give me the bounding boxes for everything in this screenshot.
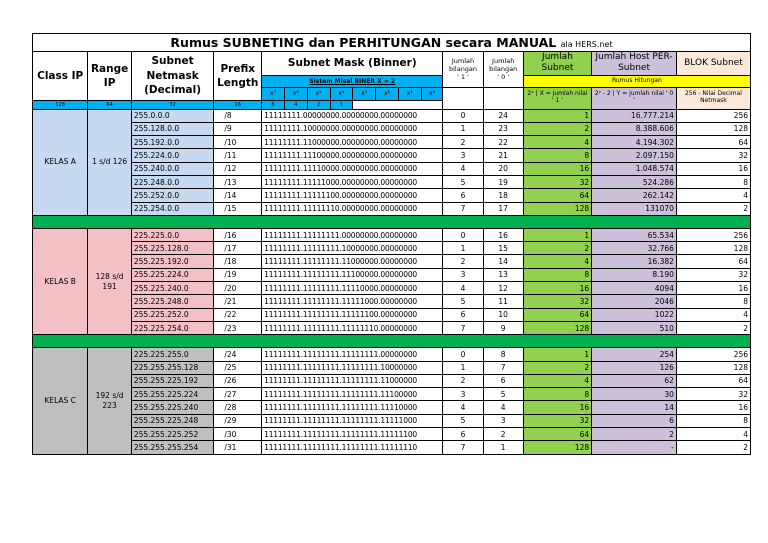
host-count-cell: 510 — [592, 321, 677, 334]
netmask-cell: 255.192.0.0 — [131, 136, 214, 149]
header-jumlah-0-blank — [483, 87, 523, 109]
netmask-cell: 225.255.255.128 — [131, 361, 214, 374]
zeros-count-cell: 12 — [483, 282, 523, 295]
zeros-count-cell: 7 — [483, 361, 523, 374]
netmask-cell: 255.225.252.0 — [131, 308, 214, 321]
ones-count-cell: 2 — [443, 374, 483, 387]
table-row — [33, 255, 751, 268]
ones-count-cell: 5 — [443, 414, 483, 427]
subnet-count-cell: 2 — [523, 242, 591, 255]
blok-cell: 128 — [676, 122, 750, 135]
prefix-cell: /30 — [214, 428, 262, 441]
prefix-cell: /27 — [214, 388, 262, 401]
host-count-cell: 2046 — [592, 295, 677, 308]
zeros-count-cell: 1 — [483, 441, 523, 454]
zeros-count-cell: 14 — [483, 255, 523, 268]
host-count-cell: 16.382 — [592, 255, 677, 268]
blok-cell: 256 — [676, 109, 750, 122]
subnet-count-cell: 32 — [523, 175, 591, 188]
zeros-count-cell: 22 — [483, 136, 523, 149]
subnet-count-cell: 8 — [523, 388, 591, 401]
prefix-cell: /13 — [214, 175, 262, 188]
sistem-misal-label: Sistem Misal BINER — [309, 77, 375, 85]
zeros-count-cell: 18 — [483, 189, 523, 202]
binary-cell: 11111111.11111111.11111111.11110000 — [262, 401, 443, 414]
host-count-cell: 32.766 — [592, 242, 677, 255]
zeros-count-cell: 17 — [483, 202, 523, 215]
table-row — [33, 388, 751, 401]
host-count-cell: 126 — [592, 361, 677, 374]
header-range-ip: Range IP — [88, 52, 131, 101]
zeros-count-cell: 10 — [483, 308, 523, 321]
binary-cell: 11111111.10000000.00000000.00000000 — [262, 122, 443, 135]
ones-count-cell: 7 — [443, 441, 483, 454]
bit-value-4: 4 — [284, 100, 307, 109]
binary-cell: 11111111.11111111.11110000.00000000 — [262, 282, 443, 295]
bit-value-2: 2 — [307, 100, 330, 109]
header-subnet-netmask: Subnet Netmask (Decimal) — [131, 52, 214, 101]
binary-cell: 11111111.11111110.00000000.00000000 — [262, 202, 443, 215]
header-jumlah-1-blank — [443, 87, 483, 109]
ones-count-cell: 4 — [443, 162, 483, 175]
prefix-cell: /9 — [214, 122, 262, 135]
prefix-cell: /26 — [214, 374, 262, 387]
zeros-count-cell: 6 — [483, 374, 523, 387]
zeros-count-cell: 9 — [483, 321, 523, 334]
netmask-cell: 225.225.254.0 — [131, 321, 214, 334]
netmask-cell: 255.255.225.252 — [131, 428, 214, 441]
header-prefix-length: Prefix Length — [214, 52, 262, 101]
binary-cell: 11111111.11111111.11111111.11111100 — [262, 428, 443, 441]
prefix-cell: /29 — [214, 414, 262, 427]
title-suffix: ala HERS.net — [560, 40, 613, 49]
zeros-count-cell: 19 — [483, 175, 523, 188]
ones-count-cell: 4 — [443, 401, 483, 414]
binary-cell: 11111111.11111111.11000000.00000000 — [262, 255, 443, 268]
host-count-cell: 14 — [592, 401, 677, 414]
ones-count-cell: 0 — [443, 228, 483, 241]
table-row — [33, 374, 751, 387]
subnet-count-cell: 1 — [523, 109, 591, 122]
blok-cell: 8 — [676, 414, 750, 427]
subnet-count-cell: 64 — [523, 308, 591, 321]
table-row — [33, 175, 751, 188]
binary-cell: 11111111.11111111.11111111.00000000 — [262, 348, 443, 361]
host-count-cell: 65.534 — [592, 228, 677, 241]
table-row — [33, 228, 751, 241]
power-x7: x⁷ — [262, 87, 285, 100]
header-subnet-mask-binner: Subnet Mask (Binner) — [262, 52, 443, 76]
blok-cell: 16 — [676, 401, 750, 414]
power-x1: x¹ — [398, 87, 421, 100]
zeros-count-cell: 20 — [483, 162, 523, 175]
subnet-count-cell: 2 — [523, 361, 591, 374]
subnet-count-cell: 1 — [523, 348, 591, 361]
prefix-cell: /20 — [214, 282, 262, 295]
table-row — [33, 268, 751, 281]
ones-count-cell: 5 — [443, 175, 483, 188]
header-jumlah-1-label: Jumlah bilangan — [448, 57, 478, 74]
binary-cell: 11111111.11110000.00000000.00000000 — [262, 162, 443, 175]
prefix-cell: /18 — [214, 255, 262, 268]
subnet-count-cell: 128 — [523, 202, 591, 215]
header-jumlah-subnet: Jumlah Subnet — [523, 52, 591, 76]
host-count-cell: 1.048.574 — [592, 162, 677, 175]
table-row — [33, 109, 751, 122]
host-count-cell: 8.190 — [592, 268, 677, 281]
blok-cell: 32 — [676, 268, 750, 281]
host-count-cell: 8.388.606 — [592, 122, 677, 135]
ones-count-cell: 7 — [443, 321, 483, 334]
class-range: 128 s/d 191 — [88, 228, 131, 334]
ones-count-cell: 1 — [443, 122, 483, 135]
subnet-count-cell: 64 — [523, 189, 591, 202]
host-count-cell: 4094 — [592, 282, 677, 295]
table-row — [33, 149, 751, 162]
zeros-count-cell: 24 — [483, 109, 523, 122]
subnet-count-cell: 16 — [523, 282, 591, 295]
netmask-cell: 255.225.248.0 — [131, 295, 214, 308]
zeros-count-cell: 15 — [483, 242, 523, 255]
class-range: 1 s/d 126 — [88, 109, 131, 215]
host-count-cell: 6 — [592, 414, 677, 427]
binary-cell: 11111111.11111111.11111111.11111000 — [262, 414, 443, 427]
ones-count-cell: 3 — [443, 149, 483, 162]
netmask-cell: 255.255.225.240 — [131, 401, 214, 414]
subnet-count-cell: 16 — [523, 162, 591, 175]
host-count-cell: - — [592, 441, 677, 454]
zeros-count-cell: 13 — [483, 268, 523, 281]
table-row — [33, 361, 751, 374]
blok-cell: 4 — [676, 189, 750, 202]
header-rumus-hitungan: Rumus Hitungan — [523, 75, 750, 87]
ones-count-cell: 6 — [443, 189, 483, 202]
netmask-cell: 255.225.128.0 — [131, 242, 214, 255]
prefix-cell: /21 — [214, 295, 262, 308]
table-row — [33, 242, 751, 255]
bit-value-128: 128 — [33, 100, 88, 109]
netmask-cell: 255.255.255.254 — [131, 441, 214, 454]
subnet-count-cell: 2 — [523, 122, 591, 135]
prefix-cell: /31 — [214, 441, 262, 454]
table-row — [33, 348, 751, 361]
class-range: 192 s/d 223 — [88, 348, 131, 454]
class-separator — [33, 215, 751, 228]
blok-cell: 32 — [676, 149, 750, 162]
host-count-cell: 1022 — [592, 308, 677, 321]
prefix-cell: /23 — [214, 321, 262, 334]
binary-cell: 11111111.11111000.00000000.00000000 — [262, 175, 443, 188]
power-x2: x² — [376, 87, 399, 100]
blok-cell: 8 — [676, 175, 750, 188]
netmask-cell: 255.255.225.192 — [131, 374, 214, 387]
blok-cell: 4 — [676, 308, 750, 321]
netmask-cell: 255.255.225.224 — [131, 388, 214, 401]
header-jumlah-0-label: Jumlah bilangan — [489, 57, 518, 74]
host-count-cell: 524.286 — [592, 175, 677, 188]
host-count-cell: 4.194.302 — [592, 136, 677, 149]
table-row — [33, 202, 751, 215]
binary-cell: 11111111.11111111.11111111.10000000 — [262, 361, 443, 374]
blok-cell: 16 — [676, 162, 750, 175]
netmask-cell: 255.128.0.0 — [131, 122, 214, 135]
netmask-cell: 255.225.224.0 — [131, 268, 214, 281]
zeros-count-cell: 3 — [483, 414, 523, 427]
header-rumus-subnet: 2ˣ | X = jumlah nilai ' 1 ' — [523, 87, 591, 109]
power-x6: x⁶ — [284, 87, 307, 100]
blok-cell: 64 — [676, 136, 750, 149]
netmask-cell: 255.225.192.0 — [131, 255, 214, 268]
subnet-count-cell: 128 — [523, 321, 591, 334]
header-rumus-blok: 256 - Nilai Decimal Netmask — [676, 87, 750, 109]
host-count-cell: 2 — [592, 428, 677, 441]
prefix-cell: /25 — [214, 361, 262, 374]
blok-cell: 32 — [676, 388, 750, 401]
ones-count-cell: 4 — [443, 282, 483, 295]
binary-cell: 11111111.11111111.11111110.00000000 — [262, 321, 443, 334]
ones-count-cell: 1 — [443, 242, 483, 255]
blok-cell: 128 — [676, 242, 750, 255]
subnet-count-cell: 32 — [523, 414, 591, 427]
table-row — [33, 189, 751, 202]
blok-cell: 64 — [676, 374, 750, 387]
host-count-cell: 131070 — [592, 202, 677, 215]
prefix-cell: /15 — [214, 202, 262, 215]
zeros-count-cell: 21 — [483, 149, 523, 162]
bit-value-1: 1 — [330, 100, 353, 109]
host-count-cell: 254 — [592, 348, 677, 361]
zeros-count-cell: 2 — [483, 428, 523, 441]
blok-cell: 256 — [676, 228, 750, 241]
ones-count-cell: 1 — [443, 361, 483, 374]
prefix-cell: /8 — [214, 109, 262, 122]
subnet-count-cell: 8 — [523, 268, 591, 281]
ones-count-cell: 7 — [443, 202, 483, 215]
ones-count-cell: 6 — [443, 308, 483, 321]
subnet-count-cell: 64 — [523, 428, 591, 441]
blok-cell: 2 — [676, 202, 750, 215]
power-x3: x³ — [353, 87, 376, 100]
class-name: KELAS C — [33, 348, 88, 454]
header-jumlah-0-value: ' 0 ' — [497, 73, 510, 82]
header-jumlah-1-value: ' 1 ' — [457, 73, 469, 82]
bit-value-64: 64 — [88, 100, 131, 109]
bit-value-32: 32 — [131, 100, 214, 109]
zeros-count-cell: 8 — [483, 348, 523, 361]
blok-cell: 4 — [676, 428, 750, 441]
subnet-count-cell: 32 — [523, 295, 591, 308]
host-count-cell: 16.777.214 — [592, 109, 677, 122]
prefix-cell: /16 — [214, 228, 262, 241]
subnet-count-cell: 1 — [523, 228, 591, 241]
separator-bar — [33, 215, 751, 228]
host-count-cell: 262.142 — [592, 189, 677, 202]
power-x5: x⁵ — [307, 87, 330, 100]
header-jumlah-0 — [483, 52, 523, 88]
zeros-count-cell: 23 — [483, 122, 523, 135]
prefix-cell: /14 — [214, 189, 262, 202]
prefix-cell: /11 — [214, 149, 262, 162]
netmask-cell: 225.225.0.0 — [131, 228, 214, 241]
table-row — [33, 321, 751, 334]
ones-count-cell: 0 — [443, 109, 483, 122]
netmask-cell: 225.254.0.0 — [131, 202, 214, 215]
header-jumlah-host: Jumlah Host PER-Subnet — [592, 52, 677, 76]
ones-count-cell: 3 — [443, 388, 483, 401]
table-row — [33, 401, 751, 414]
prefix-cell: /10 — [214, 136, 262, 149]
blok-cell: 16 — [676, 282, 750, 295]
netmask-cell: 255.225.240.0 — [131, 282, 214, 295]
prefix-cell: /28 — [214, 401, 262, 414]
table-row — [33, 428, 751, 441]
table-row — [33, 162, 751, 175]
table-row — [33, 282, 751, 295]
prefix-cell: /12 — [214, 162, 262, 175]
table-row — [33, 308, 751, 321]
header-jumlah-1 — [443, 52, 483, 88]
prefix-cell: /17 — [214, 242, 262, 255]
subnet-count-cell: 4 — [523, 136, 591, 149]
subnet-count-cell: 8 — [523, 149, 591, 162]
ones-count-cell: 3 — [443, 268, 483, 281]
power-x4: x⁴ — [330, 87, 353, 100]
prefix-cell: /24 — [214, 348, 262, 361]
binary-cell: 11111111.11000000.00000000.00000000 — [262, 136, 443, 149]
table-row — [33, 295, 751, 308]
class-name: KELAS B — [33, 228, 88, 334]
netmask-cell: 225.248.0.0 — [131, 175, 214, 188]
binary-cell: 11111111.00000000.00000000.00000000 — [262, 109, 443, 122]
class-name: KELAS A — [33, 109, 88, 215]
binary-cell: 11111111.11111111.00000000.00000000 — [262, 228, 443, 241]
host-count-cell: 30 — [592, 388, 677, 401]
binary-cell: 11111111.11111111.11111111.11111110 — [262, 441, 443, 454]
netmask-cell: 255.224.0.0 — [131, 149, 214, 162]
netmask-cell: 255.240.0.0 — [131, 162, 214, 175]
zeros-count-cell: 11 — [483, 295, 523, 308]
x-equals-label: X = 2 — [377, 77, 396, 85]
host-count-cell: 2.097.150 — [592, 149, 677, 162]
bit-value-8: 8 — [262, 100, 285, 109]
ones-count-cell: 5 — [443, 295, 483, 308]
bit-value-16: 16 — [214, 100, 262, 109]
subnet-count-cell: 4 — [523, 255, 591, 268]
netmask-cell: 225.225.255.0 — [131, 348, 214, 361]
prefix-cell: /19 — [214, 268, 262, 281]
ones-count-cell: 6 — [443, 428, 483, 441]
blok-cell: 2 — [676, 321, 750, 334]
header-class-ip: Class IP — [33, 52, 88, 101]
title-main: Rumus SUBNETING dan PERHITUNGAN secara MANUAL — [170, 35, 557, 50]
netmask-cell: 255.255.225.248 — [131, 414, 214, 427]
blok-cell: 2 — [676, 441, 750, 454]
table-row — [33, 136, 751, 149]
netmask-cell: 255.252.0.0 — [131, 189, 214, 202]
zeros-count-cell: 4 — [483, 401, 523, 414]
zeros-count-cell: 16 — [483, 228, 523, 241]
blok-cell: 128 — [676, 361, 750, 374]
binary-cell: 11111111.11111111.11111111.11000000 — [262, 374, 443, 387]
subnet-count-cell: 4 — [523, 374, 591, 387]
blok-cell: 64 — [676, 255, 750, 268]
binary-cell: 11111111.11111111.11111000.00000000 — [262, 295, 443, 308]
table-row — [33, 414, 751, 427]
host-count-cell: 62 — [592, 374, 677, 387]
binary-cell: 11111111.11111111.10000000.00000000 — [262, 242, 443, 255]
binary-cell: 11111111.11111100.00000000.00000000 — [262, 189, 443, 202]
separator-bar — [33, 335, 751, 348]
subnet-count-cell: 16 — [523, 401, 591, 414]
subnetting-sheet — [32, 33, 751, 455]
ones-count-cell: 0 — [443, 348, 483, 361]
zeros-count-cell: 5 — [483, 388, 523, 401]
header-blok-subnet: BLOK Subnet — [676, 52, 750, 76]
binary-cell: 11111111.11100000.00000000.00000000 — [262, 149, 443, 162]
subnet-table — [32, 33, 751, 455]
header-rumus-host: 2ʸ - 2 | Y = jumlah nilai ' 0 ' — [592, 87, 677, 109]
ones-count-cell: 2 — [443, 255, 483, 268]
class-separator — [33, 335, 751, 348]
page-title — [33, 34, 751, 52]
ones-count-cell: 2 — [443, 136, 483, 149]
binary-cell: 11111111.11111111.11111100.00000000 — [262, 308, 443, 321]
table-row — [33, 122, 751, 135]
binary-cell: 11111111.11111111.11100000.00000000 — [262, 268, 443, 281]
netmask-cell: 255.0.0.0 — [131, 109, 214, 122]
header-sistem-misal — [262, 75, 443, 87]
subnet-count-cell: 128 — [523, 441, 591, 454]
blok-cell: 8 — [676, 295, 750, 308]
blok-cell: 256 — [676, 348, 750, 361]
binary-cell: 11111111.11111111.11111111.11100000 — [262, 388, 443, 401]
table-row — [33, 441, 751, 454]
power-x0: x⁰ — [421, 87, 443, 100]
prefix-cell: /22 — [214, 308, 262, 321]
